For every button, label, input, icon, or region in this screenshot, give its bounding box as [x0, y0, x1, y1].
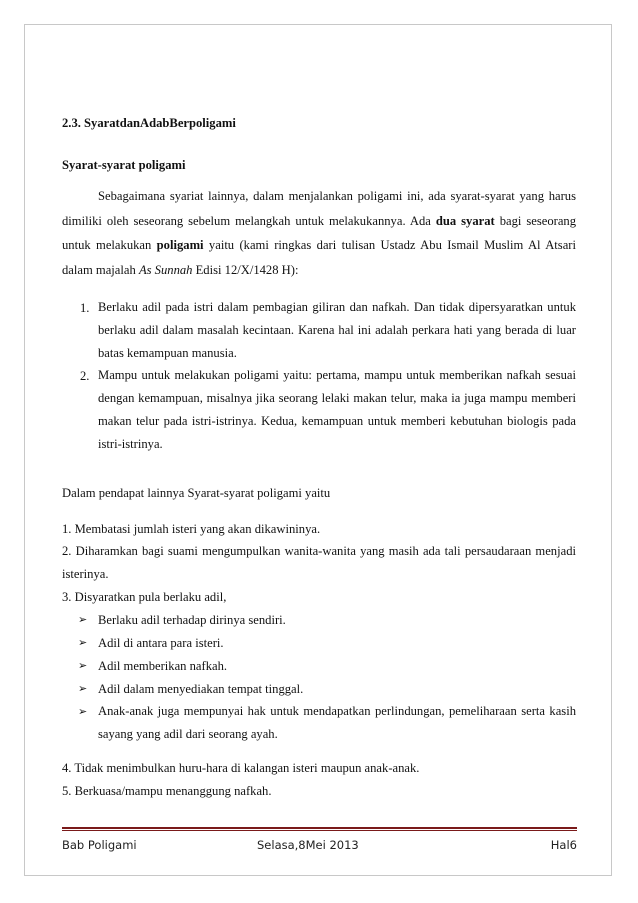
arrow-bullet-icon: ➢ — [78, 660, 88, 672]
intro-text-1: Sebagaimana syariat lainnya, dalam menjalankan poligami ini, ada syarat-syarat yang harus dimiliki oleh seseorang sebelum melangkah untuk melakukannya. Ada — [62, 189, 576, 228]
condition-number: 1. — [80, 301, 90, 315]
intro-text-2: bagi seseorang untuk melakukan — [62, 213, 577, 252]
condition-text: Berlaku adil pada istri dalam pembagian giliran dan nafkah. Dan tidak dipersyaratkan untuk berlaku adil dalam masalah kecintaan. Karena hal ini adalah perkara hati yang berada di luar batas kemampuan manusia. — [98, 300, 576, 360]
arrow-bullet-icon: ➢ — [78, 683, 88, 695]
footer-date: Selasa,8Mei 2013 — [257, 838, 359, 852]
other-item-5: 5. Berkuasa/mampu menanggung nafkah. — [62, 784, 272, 798]
intro-text-4: Edisi 12/X/1428 H): — [192, 262, 299, 277]
footer-chapter: Bab Poligami — [62, 838, 137, 852]
arrow-bullet-icon: ➢ — [78, 706, 88, 718]
arrow-bullet-icon: ➢ — [78, 637, 88, 649]
other-item-2: 2. Diharamkan bagi suami mengumpulkan wanita-wanita yang masih ada tali persaudaraan menjadi isterinya. — [62, 544, 576, 581]
bullet-text: Berlaku adil terhadap dirinya sendiri. — [98, 613, 286, 627]
bullet-text: Adil dalam menyediakan tempat tinggal. — [98, 682, 304, 696]
arrow-bullet-icon: ➢ — [78, 614, 88, 626]
other-item-4: 4. Tidak menimbulkan huru-hara di kalangan isteri maupun anak-anak. — [62, 761, 420, 775]
condition-number: 2. — [80, 369, 90, 383]
subheading: Syarat-syarat poligami — [62, 158, 186, 172]
intro-bold-poligami: poligami — [156, 238, 204, 252]
intro-text-3: yaitu (kami ringkas dari tulisan Ustadz Abu Ismail Muslim Al Atsari dalam majalah — [62, 238, 576, 277]
other-item-3: 3. Disyaratkan pula berlaku adil, — [62, 590, 227, 604]
section-heading: 2.3. SyaratdanAdabBerpoligami — [62, 116, 236, 130]
other-item-1: 1. Membatasi jumlah isteri yang akan dikawininya. — [62, 522, 321, 536]
intro-bold-dua-syarat: dua syarat — [435, 213, 495, 228]
footer-rule-thick — [62, 827, 577, 829]
intro-italic-as-sunnah: As Sunnah — [138, 262, 193, 277]
bullet-text: Adil memberikan nafkah. — [98, 659, 228, 673]
other-opinion-intro: Dalam pendapat lainnya Syarat-syarat poligami yaitu — [62, 486, 331, 500]
condition-text: Mampu untuk melakukan poligami yaitu: pertama, mampu untuk memberikan nafkah sesuai dengan kemampuan, misalnya jika seorang lelaki makan telur, maka ia juga mampu memberi makan telur pada istri-istrinya. Kedua, kemampuan untuk memberi kebutuhan biologis pada istri-istrinya. — [98, 368, 576, 451]
footer-rule-thin — [62, 830, 577, 831]
footer-page-number: Hal6 — [550, 838, 577, 852]
bullet-text: Anak-anak juga mempunyai hak untuk mendapatkan perlindungan, pemeliharaan serta kasih sayang yang adil dari seorang ayah. — [98, 704, 576, 741]
bullet-text: Adil di antara para isteri. — [98, 636, 224, 650]
intro-paragraph — [62, 184, 576, 282]
